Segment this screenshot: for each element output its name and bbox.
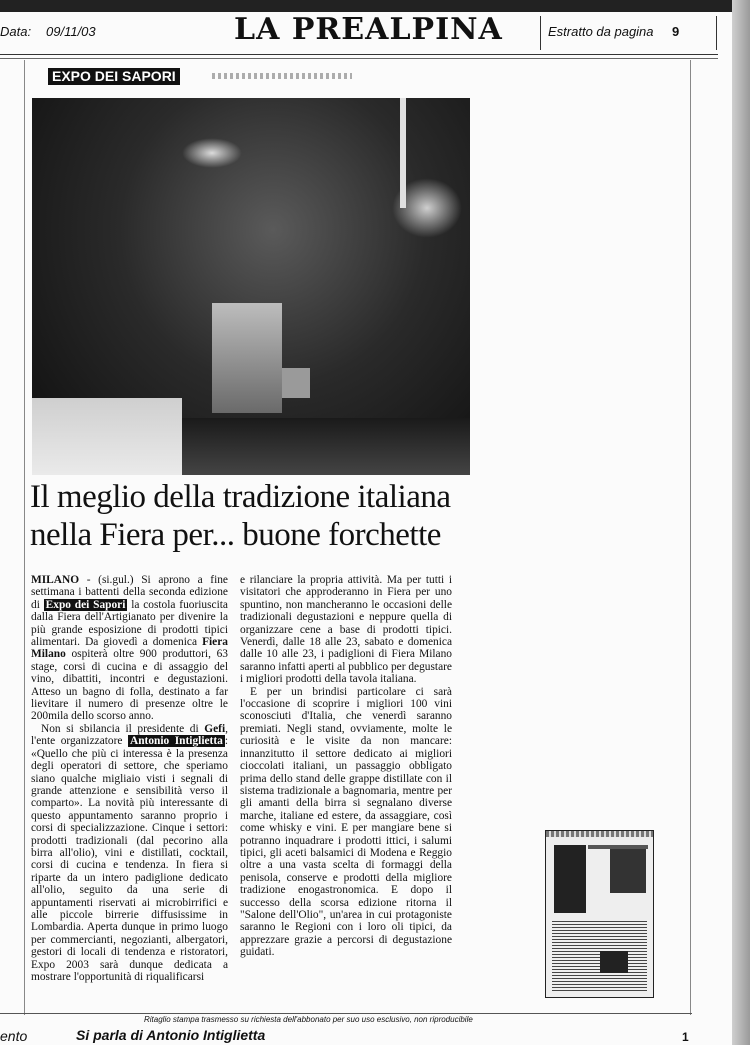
clipping-header [0,12,720,60]
header-divider [540,16,541,50]
photo-small-box [282,368,310,398]
column2-paragraph-1: e rilanciare la propria attività. Ma per tutti i visitatori che approderanno in Fiera per uno spuntino, non mancheranno le occasioni delle tradizionali degustazioni e neppure quella di organizzare cene a base di prodotti tipici. Venerdì, dalle 18 alle 23, sabato e domenica dalle 10 alle 23, i padiglioni di Fiera Milano saranno infatti aperti al pubblico per degustare i migliori prodotti della tavola italiana. [240,574,452,686]
photo-floor [172,418,470,475]
highlight-expo: Expo dei Sapori [45,598,126,611]
thumbnail-photo-2 [610,849,646,893]
extract-page-number: 9 [672,24,680,39]
column2-paragraph-2: E per un brindisi particolare ci sarà l'occasione di scoprire i migliori 100 vini sconosciuti d'Italia, che venerdì saranno premiati. Negli stand, ovviamente, molte le curiosità e le visite da non mancare: innanzitutto il settore dedicato ai migliori cioccolati italiani, un passaggio obbligato prima dello stand delle grappe distillate con il sistema tradizionale a bagnomaria, mentre per gli amanti della birra si segnalano diverse marche, italiane ed estere, da assaggiare, così come whisky e vini. E per mangiare bene si potranno inquadrare i prodotti ittici, i salumi tipici, gli aceti balsamici di Modena e Reggio oltre a una vasta scelta di formaggi della penisola, conserve e prodotti della migliore tradizione enogastronomica. E dopo il successo della scorsa edizione ritorna il "Salone dell'Olio", un'area in cui protagoniste saranno le Regioni con i loro oli tipici, da apprezzare grazie a percorsi di degustazione guidati. [240,685,452,959]
org-name: Gefi [204,722,226,735]
footer-fragment: ento [0,1028,28,1044]
header-rule-secondary [0,58,718,59]
photo-counter [32,398,182,475]
article-column-2 [240,574,452,959]
clipping-date: 09/11/03 [46,24,96,39]
column1-paragraph-2 [31,723,228,984]
copyright-note: Ritaglio stampa trasmesso su richiesta dell'abbonato per suo uso esclusivo, non riproducibile [144,1015,473,1024]
highlight-person: Antonio Intiglietta [129,735,223,748]
column1-text: , l'ente organizzatore [31,722,228,748]
headline-line-1: Il meglio della tradizione italiana [30,479,451,515]
section-tag: EXPO DEI SAPORI [48,68,180,85]
footer-topic: Si parla di Antonio Intiglietta [76,1027,266,1043]
venue-name: Fiera Milano [31,636,228,661]
thumbnail-photo [554,845,586,913]
column1-text: la costola fuoriuscita dalla Fiera dell'Artigianato per divenire la più grande esposizione di prodotti tipici alimentari. Da giovedì a domenica [31,598,228,649]
scan-right-edge [732,0,750,1045]
article-column-1 [31,574,228,983]
column1-text: ospiterà oltre 900 produttori, 63 stage, corsi di cucina e di assaggio del vino, dibattiti, incontri e degustazioni. Atteso un bagno di folla, destinato a far lievitare il numero di presenze oltre le 200mila dello scorso anno. [31,648,228,723]
column1-text: Non si sbilancia il presidente di [41,722,205,735]
frame-right-border [690,60,691,1015]
header-rule [0,54,718,55]
thumbnail-masthead [546,831,653,837]
frame-bottom-border [0,1013,692,1014]
column1-paragraph-1 [31,574,228,723]
article-photo [32,98,470,475]
thumbnail-photo-3 [600,951,628,973]
section-tag-noise [212,73,352,79]
photo-pillar [400,98,406,208]
frame-left-border [24,60,25,1015]
page-thumbnail [545,830,654,998]
footer-page-number: 1 [682,1030,689,1044]
column1-text: - (si.gul.) Si aprono a fine settimana i battenti della seconda edizione di [31,574,228,611]
newspaper-title: LA PREALPINA [234,12,503,47]
dateline: MILANO [31,574,80,586]
header-divider-right [716,16,717,50]
article-headline [30,478,490,554]
date-label: Data: [0,24,32,39]
scan-top-edge [0,0,750,12]
column1-text: : «Quello che più ci interessa è la presenza degli operatori di settore, che speriamo siano qualche migliaio visti i segnali di grande attenzione e sensibilità verso il comparto». La novità più interessante di questo appuntamento saranno proprio i corsi di specializzazione. Cinque i settori: prodotti tradizionali (dal pecorino alla birra all'olio), vini e distillati, cocktail, corsi di cucina e tendenza. In fiera si riparte da un intero padiglione dedicato all'olio, seguito da una serie di appuntamenti riservati ai microbirrifici e alle piccole birrerie diffusissime in Lombardia. Aperta dunque in primo luogo per commercianti, negozianti, albergatori, gestori di locali di tendenza e ristoratori, Expo 2003 sarà dunque dedicata a mostrare l'opportunità di riqualificarsi [31,735,228,983]
extract-label: Estratto da pagina [548,24,654,39]
photo-display-stand [212,303,282,413]
headline-line-2: nella Fiera per... buone forchette [30,517,441,553]
photo-light [182,138,242,168]
